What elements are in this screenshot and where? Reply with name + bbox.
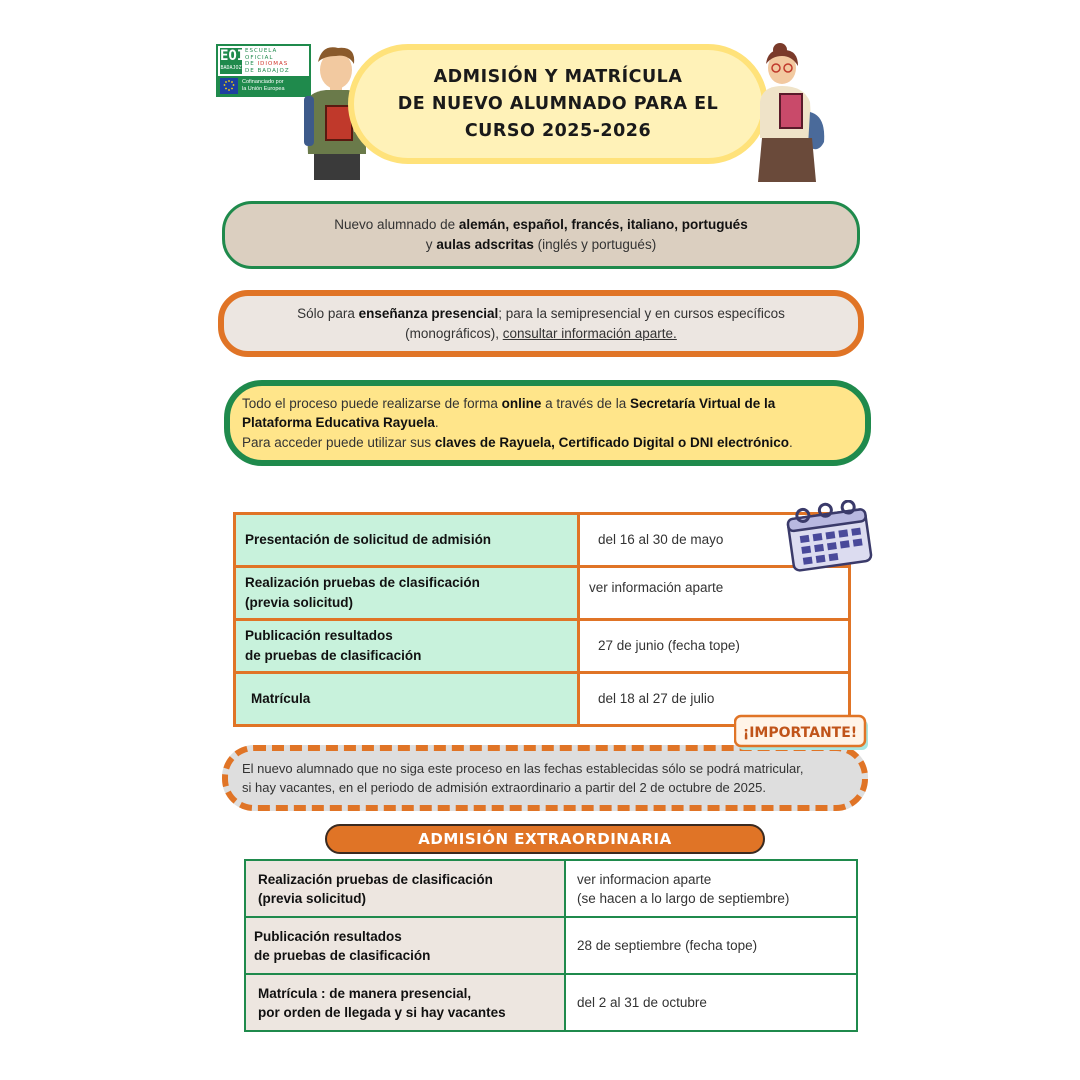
important-badge [734,714,870,752]
online-label: online [501,395,542,411]
table-cell-label: Publicación resultados de pruebas de clasificación [235,620,579,673]
info-text: ; para la semipresencial y en cursos específicos [498,305,785,321]
info-text: y [425,237,437,252]
table-cell-date: ver informacion aparte (se hacen a lo largo de septiembre) [565,860,857,917]
extraordinary-admission-heading: ADMISIÓN EXTRAORDINARIA [325,824,765,854]
notice-text: El nuevo alumnado que no siga este proceso en las fechas establecidas sólo se podrá matricular, [242,761,804,776]
info-text: a través de la [541,395,630,411]
eu-flag-icon [220,78,238,94]
table-cell-date: ver información aparte [579,567,850,620]
info-text: (inglés y portugués) [533,237,657,252]
table-row [235,514,850,567]
page-title: ADMISIÓN Y MATRÍCULA DE NUEVO ALUMNADO PARA EL CURSO 2025-2026 [397,66,719,141]
important-badge-label: ¡IMPORTANTE! [742,725,858,741]
table-cell-date: 28 de septiembre (fecha tope) [565,917,857,974]
info-text: Todo el proceso puede realizarse de forma [242,395,502,411]
title-banner [348,44,768,164]
virtual-secretariat: Secretaría Virtual de la [629,395,776,411]
info-text: . [434,415,439,431]
table-row [245,860,857,917]
adscribed-classrooms: aulas adscritas [436,237,534,252]
languages-info [222,201,860,269]
eu-funding-text: Cofinanciado por la Unión Europea [242,79,285,92]
table-cell-date: 27 de junio (fecha tope) [579,620,850,673]
admission-schedule-table [233,512,851,727]
table-cell-label: Publicación resultados de pruebas de clasificación [245,917,565,974]
modality-info [218,290,864,357]
info-text: Nuevo alumnado de [334,217,459,232]
table-row [245,974,857,1031]
calendar-icon [780,500,878,572]
table-cell-label: Matrícula [235,673,579,726]
table-cell-date: del 16 al 30 de mayo [579,514,850,567]
extraordinary-schedule-table [244,859,858,1032]
table-cell-label: Realización pruebas de clasificación (previa solicitud) [235,567,579,620]
table-row [245,917,857,974]
in-person-teaching: enseñanza presencial [358,305,499,321]
notice-text: si hay vacantes, en el periodo de admisión extraordinario a partir del 2 de octubre de 2025. [242,780,766,795]
table-row [235,567,850,620]
info-text: Para acceder puede utilizar sus [242,434,435,450]
info-text: Sólo para [297,305,359,321]
late-admission-notice [222,745,868,811]
separate-info-link[interactable]: consultar información aparte. [502,325,677,341]
table-cell-date: del 18 al 27 de julio [579,673,850,726]
access-credentials: claves de Rayuela, Certificado Digital o DNI electrónico [434,434,789,450]
table-row [235,620,850,673]
rayuela-platform: Plataforma Educativa Rayuela [242,415,435,431]
table-cell-label: Presentación de solicitud de admisión [235,514,579,567]
student-girl-illustration [752,42,830,182]
table-cell-date: del 2 al 31 de octubre [565,974,857,1031]
table-cell-label: Realización pruebas de clasificación (previa solicitud) [245,860,565,917]
languages-list: alemán, español, francés, italiano, portugués [458,217,748,232]
info-text: . [788,434,793,450]
online-process-info [224,380,871,466]
logo-mark: EOI BADAJOZ [220,48,242,74]
logo-text: ESCUELA OFICIAL DE IDIOMAS DE BADAJOZ [245,48,290,74]
table-cell-label: Matrícula : de manera presencial, por orden de llegada y si hay vacantes [245,974,565,1031]
info-text: (monográficos), [405,325,503,341]
